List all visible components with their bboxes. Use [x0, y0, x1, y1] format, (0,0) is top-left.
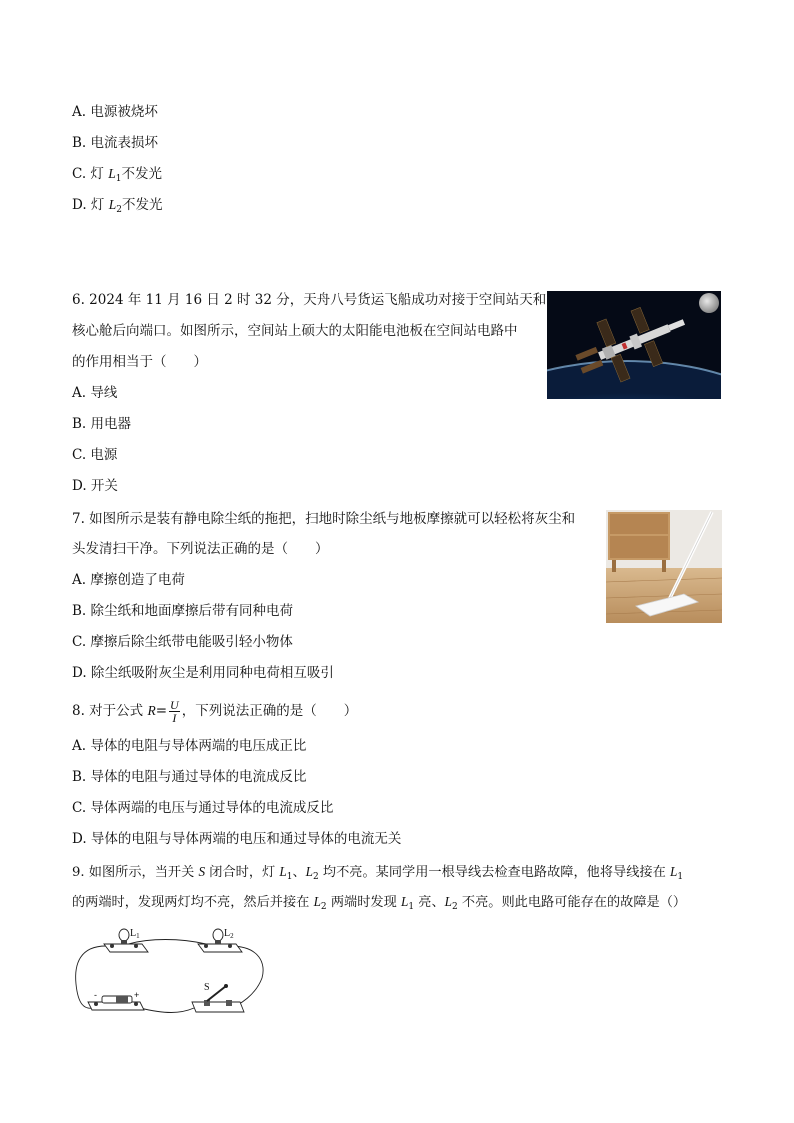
label-l1: $L_1$ — [130, 928, 140, 940]
mop-image — [606, 510, 722, 623]
q6-stem-line3: 的作用相当于（ ） — [72, 354, 207, 370]
q7-option-b: B. 除尘纸和地面摩擦后带有同种电荷 — [72, 603, 294, 619]
q7-stem-line1: 7. 如图所示是装有静电除尘纸的拖把，扫地时除尘纸与地板摩擦就可以轻松将灰尘和 — [72, 511, 576, 527]
q5-option-d: D. 灯 $L_2$不发光 — [72, 197, 163, 215]
q8-option-a: A. 导体的电阻与导体两端的电压成正比 — [72, 738, 307, 754]
q7-stem-line2: 头发清扫干净。下列说法正确的是（ ） — [72, 541, 329, 557]
q6-option-b: B. 用电器 — [72, 416, 132, 432]
q9-stem-line2: 的两端时，发现两灯均不亮，然后并接在 $L_2$ 两端时发现 $L_1$ 亮、$L_2$ 不亮。则此电路可能存在的故障是（） — [72, 894, 687, 912]
q7-option-c: C. 摩擦后除尘纸带电能吸引轻小物体 — [72, 634, 293, 650]
q8-option-d: D. 导体的电阻与导体两端的电压和通过导体的电流无关 — [72, 831, 402, 847]
q6-option-d: D. 开关 — [72, 478, 118, 494]
label-plus: + — [134, 990, 140, 1000]
circuit-diagram — [70, 924, 270, 1020]
label-s: S — [204, 982, 210, 993]
q8-stem: 8. 对于公式 R= $\frac{U}{I}$ ，下列说法正确的是（ ） — [72, 698, 358, 725]
q5-option-c: C. 灯 $L_1$不发光 — [72, 166, 162, 184]
label-l2: $L_2$ — [224, 928, 234, 940]
q5-option-a: A. 电源被烧坏 — [72, 104, 158, 120]
q7-option-a: A. 摩擦创造了电荷 — [72, 572, 185, 588]
q6-option-c: C. 电源 — [72, 447, 118, 463]
label-minus: - — [94, 990, 97, 1000]
q5-option-b: B. 电流表损坏 — [72, 135, 159, 151]
q8-option-b: B. 导体的电阻与通过导体的电流成反比 — [72, 769, 307, 785]
q6-option-a: A. 导线 — [72, 385, 118, 401]
q6-stem-line1: 6. 2024 年 11 月 16 日 2 时 32 分，天舟八号货运飞船成功对接于空间站天和 — [72, 292, 547, 308]
q6-stem-line2: 核心舱后向端口。如图所示，空间站上硕大的太阳能电池板在空间站电路中 — [72, 323, 518, 339]
q9-stem-line1: 9. 如图所示，当开关 S 闭合时，灯 $L_1$、$L_2$ 均不亮。某同学用一根导线去检查电路故障，他将导线接在 $L_1$ — [72, 864, 684, 882]
space-station-image — [547, 291, 721, 399]
q7-option-d: D. 除尘纸吸附灰尘是利用同种电荷相互吸引 — [72, 665, 334, 681]
q8-option-c: C. 导体两端的电压与通过导体的电流成反比 — [72, 800, 334, 816]
q8-fraction: $\frac{U}{I}$ — [170, 698, 179, 725]
